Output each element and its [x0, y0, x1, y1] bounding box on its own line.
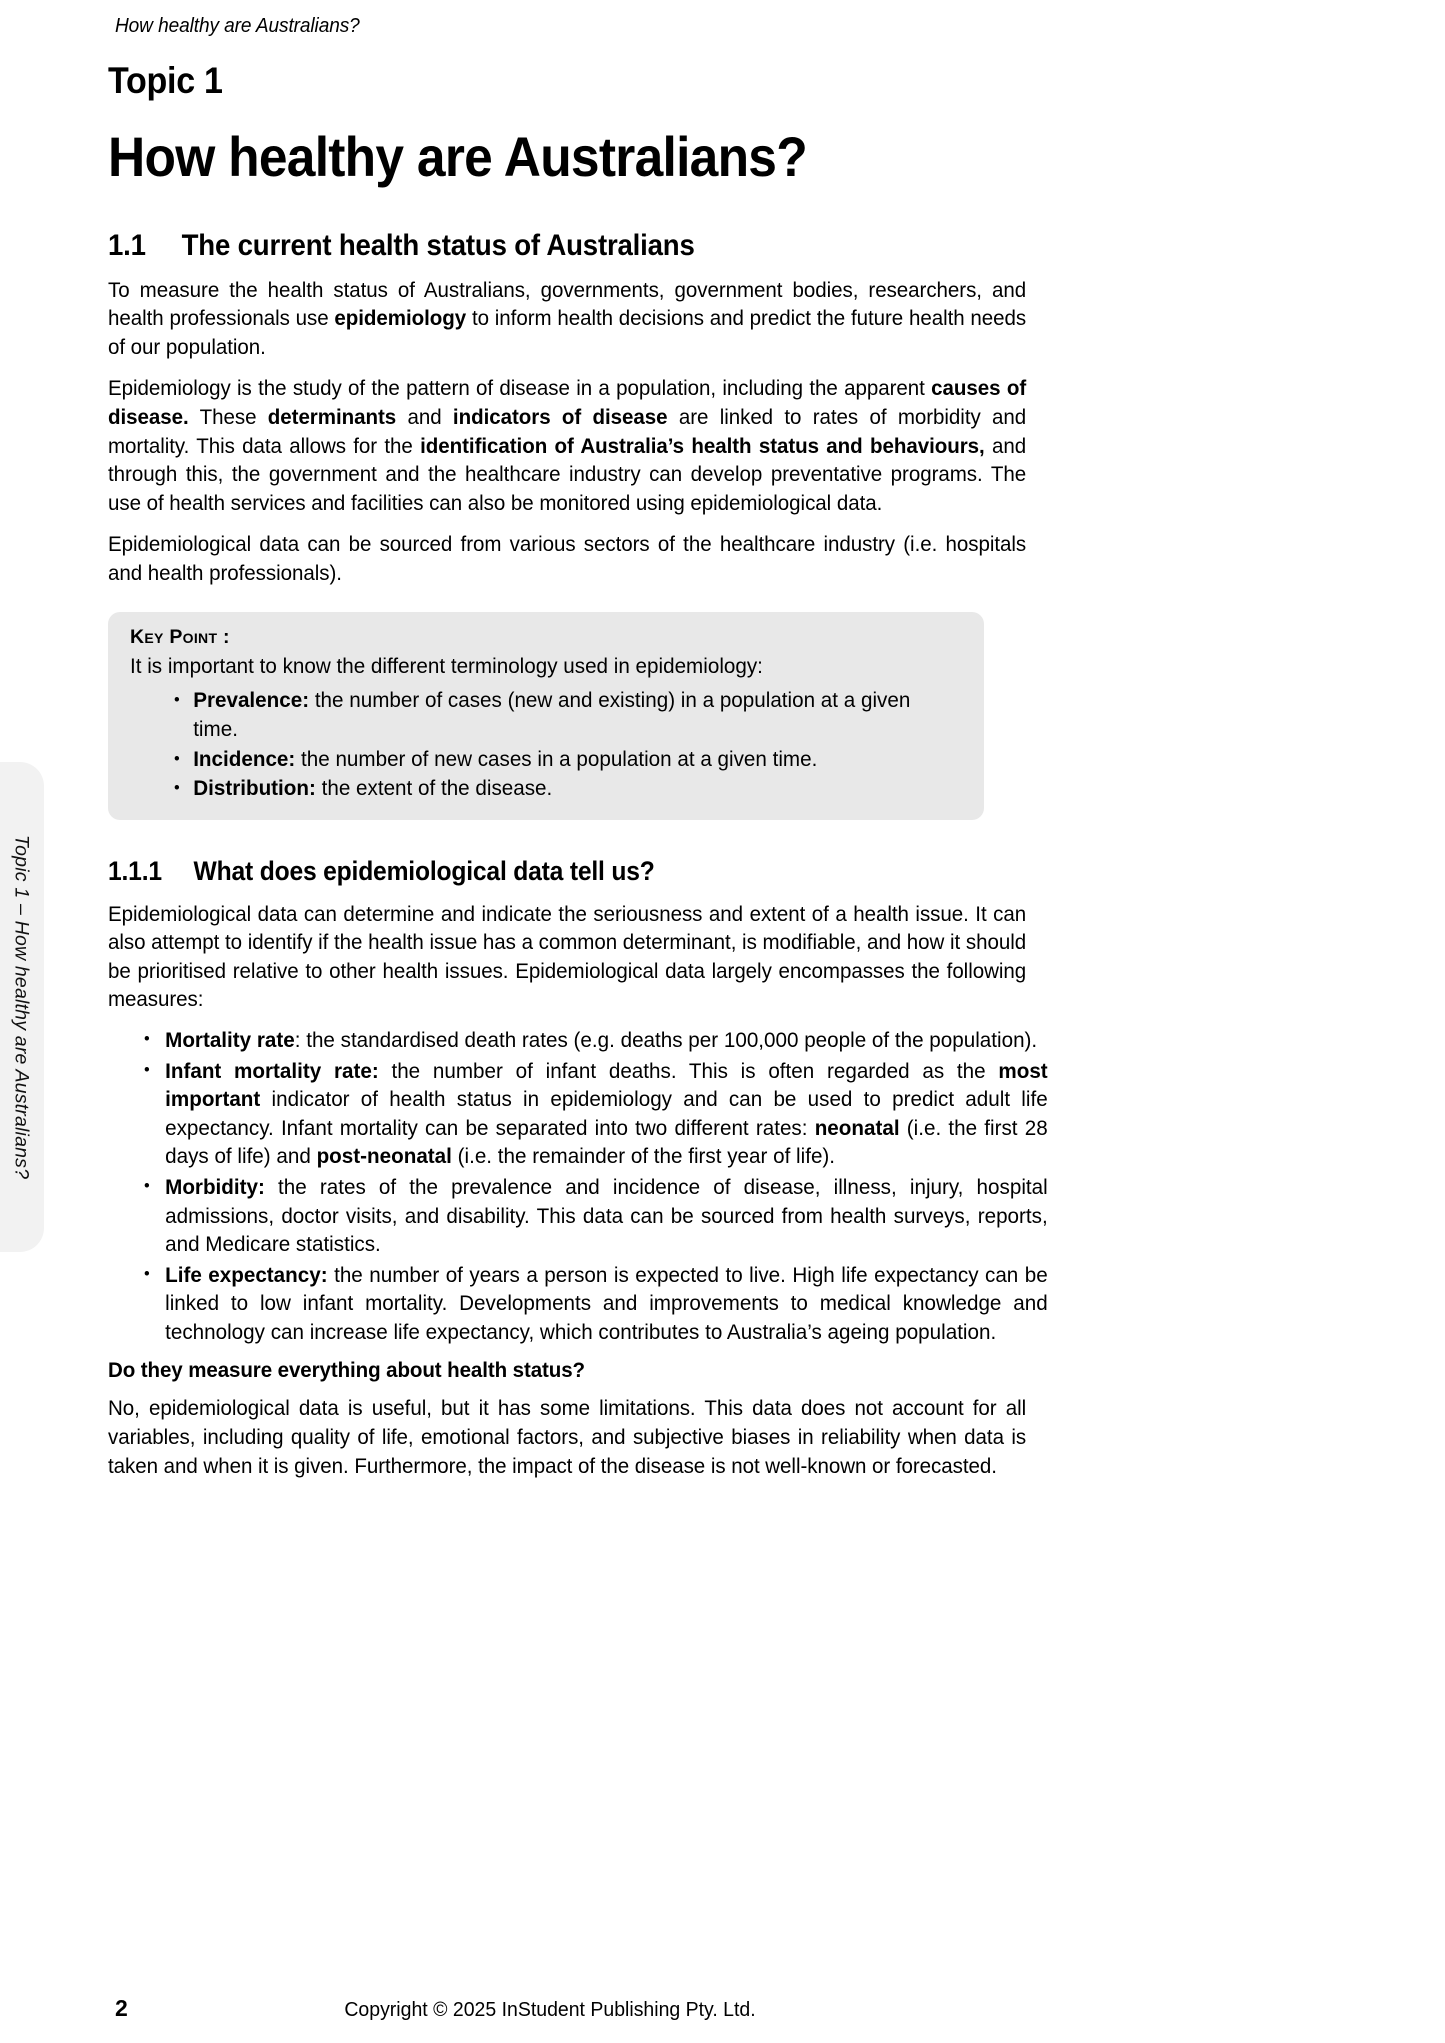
- section-heading: [108, 229, 954, 263]
- term-epidemiology: epidemiology: [334, 306, 467, 331]
- topic-kicker: Topic 1: [108, 60, 223, 101]
- paragraph-intro: [108, 276, 1026, 362]
- paragraph-sources: Epidemiological data can be sourced from various sectors of the healthcare industry (i.e. hospitals and health professionals).: [108, 532, 1027, 585]
- footer-page-number: 2: [115, 1995, 128, 2021]
- side-tab: [0, 762, 44, 1252]
- content-column: [108, 0, 1048, 1480]
- list-item: [174, 745, 930, 775]
- text-run: Epidemiology is the study of the pattern of disease in a population, including the apparent: [108, 376, 932, 401]
- list-item-mortality-rate: [144, 1026, 1048, 1055]
- subsection-number: 1.1.1: [108, 855, 162, 886]
- list-item: [174, 686, 930, 745]
- term-morbidity: Morbidity:: [165, 1174, 265, 1199]
- paragraph-closing: No, epidemiological data is useful, but it has some limitations. This data does not account for all variables, including quality of life, emotional factors, and subjective biases in reliability when data is taken and when it is given. Furthermore, the impact of the disease is not well-known or forecasted.: [108, 1396, 1027, 1478]
- term-causes-of-disease: causes of disease.: [108, 376, 1027, 430]
- term-most-important: most important: [165, 1058, 1048, 1112]
- text-run: To measure the health status of Australians, governments, government bodies, researchers, and health professionals use: [108, 277, 1027, 331]
- section-number: 1.1: [108, 228, 146, 262]
- closing-heading: Do they measure everything about health status?: [108, 1358, 586, 1383]
- text-run: are linked to rates of morbidity and mortality. This data allows for the: [108, 405, 1027, 458]
- subsection-heading-text: What does epidemiological data tell us?: [193, 855, 655, 886]
- running-head: How healthy are Australians?: [115, 14, 360, 37]
- text-run: : the standardised death rates (e.g. deaths per 100,000 people of the population).: [294, 1027, 1038, 1052]
- text-run: the number of new cases in a population at a given time.: [295, 746, 818, 771]
- text-run: and through this, the government and the healthcare industry can develop preventative programs. The use of health services and facilities can also be monitored using epidemiological data.: [108, 433, 1027, 515]
- term-infant-mortality-rate: Infant mortality rate:: [165, 1058, 379, 1083]
- measures-list: [108, 1026, 1048, 1347]
- side-tab-label: Topic 1 – How healthy are Australians?: [10, 834, 33, 1180]
- footer-copyright: Copyright © 2025 InStudent Publishing Pty. Ltd.: [344, 1998, 756, 2021]
- term-indicators-of-disease: indicators of disease: [452, 405, 668, 430]
- text-run: the number of years a person is expected to live. High life expectancy can be linked to low infant mortality. Developments and improvements to medical knowledge and technology can increase life expectancy, which contributes to Australia’s ageing population.: [165, 1262, 1048, 1344]
- list-item-infant-mortality-rate: [144, 1057, 1048, 1171]
- key-point-intro: It is important to know the different terminology used in epidemiology:: [130, 653, 763, 678]
- section-heading-text: The current health status of Australians: [181, 228, 695, 262]
- key-point-list: [130, 686, 962, 804]
- text-run: (i.e. the remainder of the first year of life).: [451, 1144, 836, 1169]
- text-run: These: [188, 405, 268, 430]
- term-determinants: determinants: [267, 405, 397, 430]
- term-post-neonatal: post-neonatal: [316, 1144, 452, 1169]
- key-point-title: Key Point :: [130, 625, 230, 648]
- list-item-morbidity: [144, 1173, 1048, 1259]
- term-neonatal: neonatal: [814, 1115, 900, 1140]
- text-run: the rates of the prevalence and incidence of disease, illness, injury, hospital admissions, doctor visits, and disability. This data can be sourced from health surveys, reports, and Medicare statistics.: [165, 1174, 1048, 1257]
- page-footer: [0, 1995, 1445, 2035]
- list-item-life-expectancy: [144, 1261, 1048, 1347]
- key-point-box: [108, 612, 984, 820]
- subsection-heading: [108, 856, 964, 887]
- list-item: [174, 774, 930, 804]
- text-run: (i.e. the first 28 days of life) and: [165, 1115, 1048, 1169]
- text-run: to inform health decisions and predict the future health needs of our population.: [108, 306, 1027, 359]
- term-mortality-rate: Mortality rate: [165, 1027, 295, 1052]
- text-run: the number of infant deaths. This is often regarded as the: [378, 1058, 999, 1083]
- text-run: indicator of health status in epidemiology and can be used to predict adult life expectancy. Infant mortality can be separated into two different rates:: [165, 1087, 1048, 1140]
- term-incidence: Incidence:: [193, 746, 296, 771]
- page-title: How healthy are Australians?: [108, 124, 807, 188]
- text-run: the extent of the disease.: [315, 776, 553, 801]
- paragraph-definition: [108, 374, 1026, 517]
- term-identification: identification of Australia’s health status and behaviours,: [420, 433, 985, 458]
- paragraph-subsection-intro: Epidemiological data can determine and indicate the seriousness and extent of a health issue. It can also attempt to identify if the health issue has a common determinant, is modifiable, and how it should be prioritised relative to other health issues. Epidemiological data largely encompasses the following measures:: [108, 901, 1027, 1012]
- term-life-expectancy: Life expectancy:: [165, 1262, 328, 1287]
- term-prevalence: Prevalence:: [193, 687, 310, 712]
- term-distribution: Distribution:: [193, 776, 316, 801]
- text-run: the number of cases (new and existing) in a population at a given time.: [193, 687, 911, 742]
- text-run: and: [396, 405, 453, 430]
